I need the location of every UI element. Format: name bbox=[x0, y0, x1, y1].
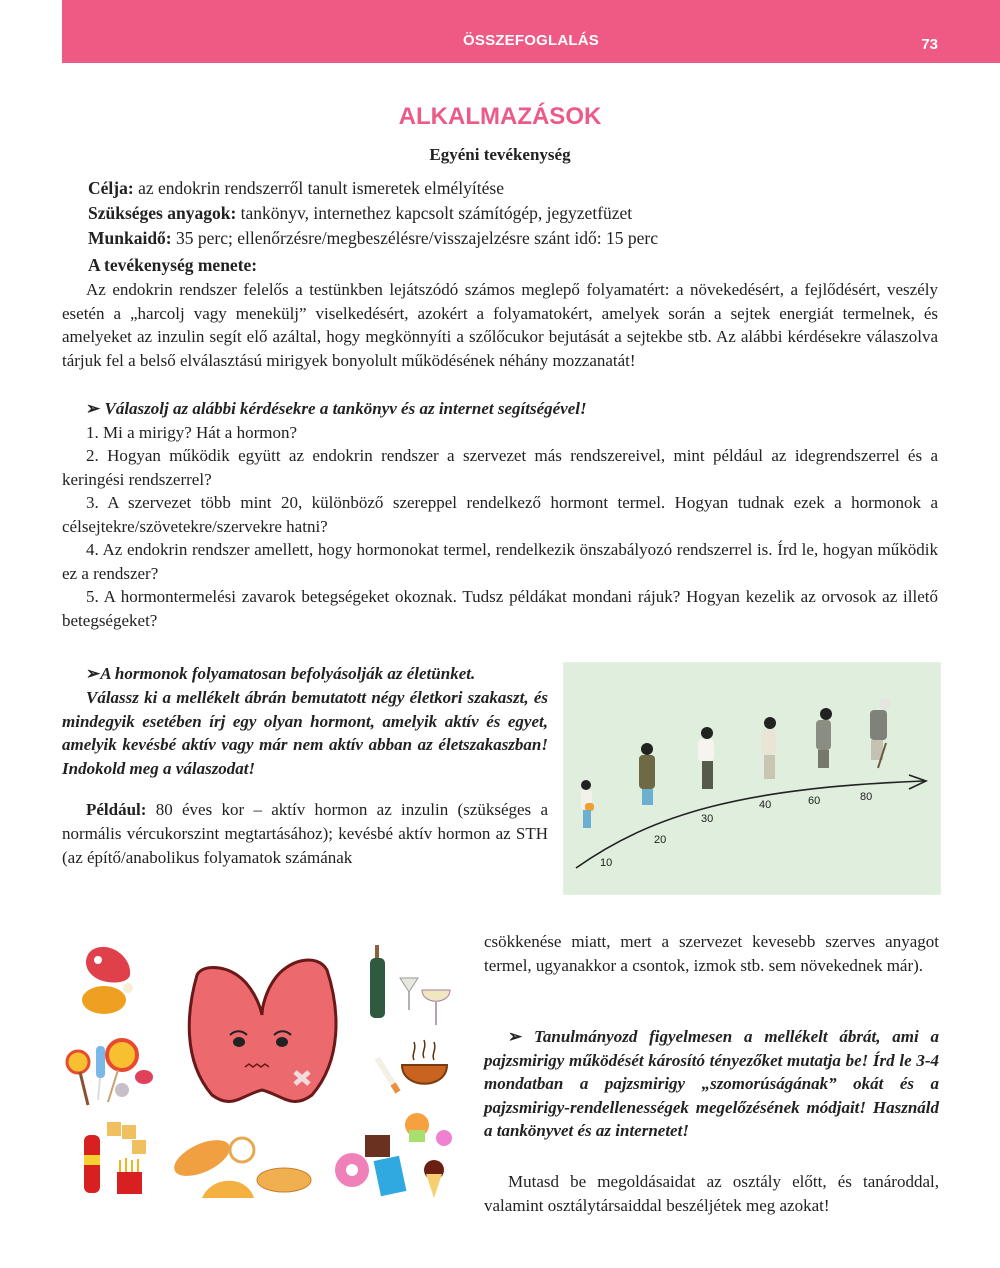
task2-heading bbox=[62, 662, 548, 686]
task1-heading-text: Válaszolj az alábbi kérdésekre a tankönyv és az internet segítségével! bbox=[104, 399, 587, 418]
question-item: 3. A szervezet több mint 20, különböző szereppel rendelkező hormont termel. Hogyan tudnak ezek a hormonok a célsejtekre/szövetekre/szervekre hatni? bbox=[62, 493, 938, 536]
junk-food-icon bbox=[84, 1122, 146, 1194]
life-stages-photo bbox=[563, 662, 941, 895]
age-label: 60 bbox=[808, 795, 821, 807]
age-label: 40 bbox=[759, 799, 772, 811]
task2-text: Válassz ki a mellékelt ábrán bemutatott négy életkori szakaszt, és mindegyik esetében írj egy olyan hormont, amelyik aktív és egyet, amelyik kevésbé aktív vagy már nem aktív abban az életszakaszban! Indokold meg a válaszodat! bbox=[62, 687, 548, 779]
sad-thyroid-figure bbox=[62, 930, 462, 1220]
page-number: 73 bbox=[921, 36, 938, 53]
example-paragraph bbox=[62, 798, 548, 869]
age-label: 10 bbox=[600, 857, 613, 869]
materials-label: Szükséges anyagok: bbox=[88, 203, 237, 223]
example-continued: csökkenése miatt, mert a szervezet kevesebb szerves anyagot termel, ugyanakkor a csontok, izmok stb. sem növekednek már). bbox=[484, 932, 939, 975]
time-label: Munkaidő: bbox=[88, 228, 172, 248]
thyroid-illustration bbox=[62, 930, 462, 1220]
question-item: 2. Hogyan működik együtt az endokrin rendszer a szervezet más rendszereivel, mint például az idegrendszerrel és a keringési rendszerrel? bbox=[62, 446, 938, 489]
page-title: ALKALMAZÁSOK bbox=[398, 103, 602, 130]
closing-paragraph: Mutasd be megoldásaidat az osztály előtt, és tanároddal, valamint osztálytársaiddal beszéljétek meg azokat! bbox=[484, 1172, 939, 1215]
question-item: 4. Az endokrin rendszer amellett, hogy hormonokat termel, rendelkezik önszabályozó rendszerrel is. Írd le, hogyan működik ez a rendszer? bbox=[62, 540, 938, 583]
life-stages-figure bbox=[564, 663, 940, 894]
goal-label: Célja: bbox=[88, 178, 134, 198]
task3-text: Tanulmányozd figyelmesen a mellékelt ábrát, ami a pajzsmirigy működését károsító tényezőket mutatja be! Írd le 3-4 mondatban a pajzsmirigy „szomorúságának” okát és a pajzsmirigy-rendellenességek megelőzésének módjait! Használd a tankönyvet és az internetet! bbox=[484, 1027, 939, 1140]
task2-heading-text: A hormonok folyamatosan befolyásolják az életünket. bbox=[100, 664, 476, 683]
age-label: 20 bbox=[654, 834, 667, 846]
bullet-arrow-icon: ➢ bbox=[86, 399, 101, 418]
process-label: A tevékenység menete: bbox=[88, 255, 258, 275]
materials-text: tankönyv, internethez kapcsolt számítógép, jegyzetfüzet bbox=[236, 203, 633, 223]
bullet-arrow-icon: ➢ bbox=[508, 1027, 523, 1046]
task1-heading bbox=[62, 397, 938, 421]
section-title: ÖSSZEFOGLALÁS bbox=[463, 32, 599, 49]
process-heading bbox=[88, 254, 257, 277]
activity-subtitle: Egyéni tevékenység bbox=[429, 145, 571, 164]
materials-line bbox=[88, 202, 632, 225]
thyroid-icon bbox=[189, 960, 336, 1102]
alcohol-icon bbox=[370, 945, 450, 1025]
page-header bbox=[62, 0, 1000, 63]
time-line bbox=[88, 227, 658, 250]
age-label: 30 bbox=[701, 813, 714, 825]
task2-block bbox=[62, 662, 548, 869]
bread-icon bbox=[169, 1133, 311, 1198]
example-label: Például: bbox=[86, 799, 147, 819]
task1-block bbox=[62, 397, 938, 632]
goal-text: az endokrin rendszerről tanult ismeretek elmélyítése bbox=[133, 178, 504, 198]
candy-icon bbox=[67, 1040, 153, 1105]
meat-icon bbox=[82, 947, 133, 1014]
bullet-arrow-icon: ➢ bbox=[86, 664, 101, 683]
question-item: 5. A hormontermelési zavarok betegségeket okoznak. Tudsz példákat mondani rájuk? Hogyan kezelik az orvosok az illető betegségeket? bbox=[62, 587, 938, 630]
sweets-icon bbox=[335, 1113, 452, 1198]
question-item: 1. Mi a mirigy? Hát a hormon? bbox=[86, 422, 298, 442]
goal-line bbox=[88, 177, 504, 200]
example-text: 80 éves kor – aktív hormon az inzulin (szükséges a normális vércukorszint megtartásához); kevésbé aktív hormon az STH (az építő/anabolikus folyamatok számának bbox=[62, 799, 548, 867]
age-label: 80 bbox=[860, 791, 873, 803]
task3-block bbox=[484, 1025, 939, 1143]
time-text: 35 perc; ellenőrzésre/megbeszélésre/visszajelzésre szánt idő: 15 perc bbox=[171, 228, 659, 248]
intro-paragraph: Az endokrin rendszer felelős a testünkben lejátszódó számos meglepő folyamatért: a növekedésért, a fejlődésért, veszély esetén a „harcolj vagy menekülj” viselkedésért, azokért a folyamatokért, amelyek során a sejtek energiát termelnek, és amelyeket az inzulin segít elő azáltal, hogy megkönnyíti a szőlőcukor bejutását a sejtekbe stb. Az alábbi kérdésekre válaszolva tárjuk fel a belső elválasztású mirigyek bonyolult működésének néhány mozzanatát! bbox=[62, 280, 938, 370]
cigarette-coffee-icon bbox=[377, 1040, 447, 1092]
